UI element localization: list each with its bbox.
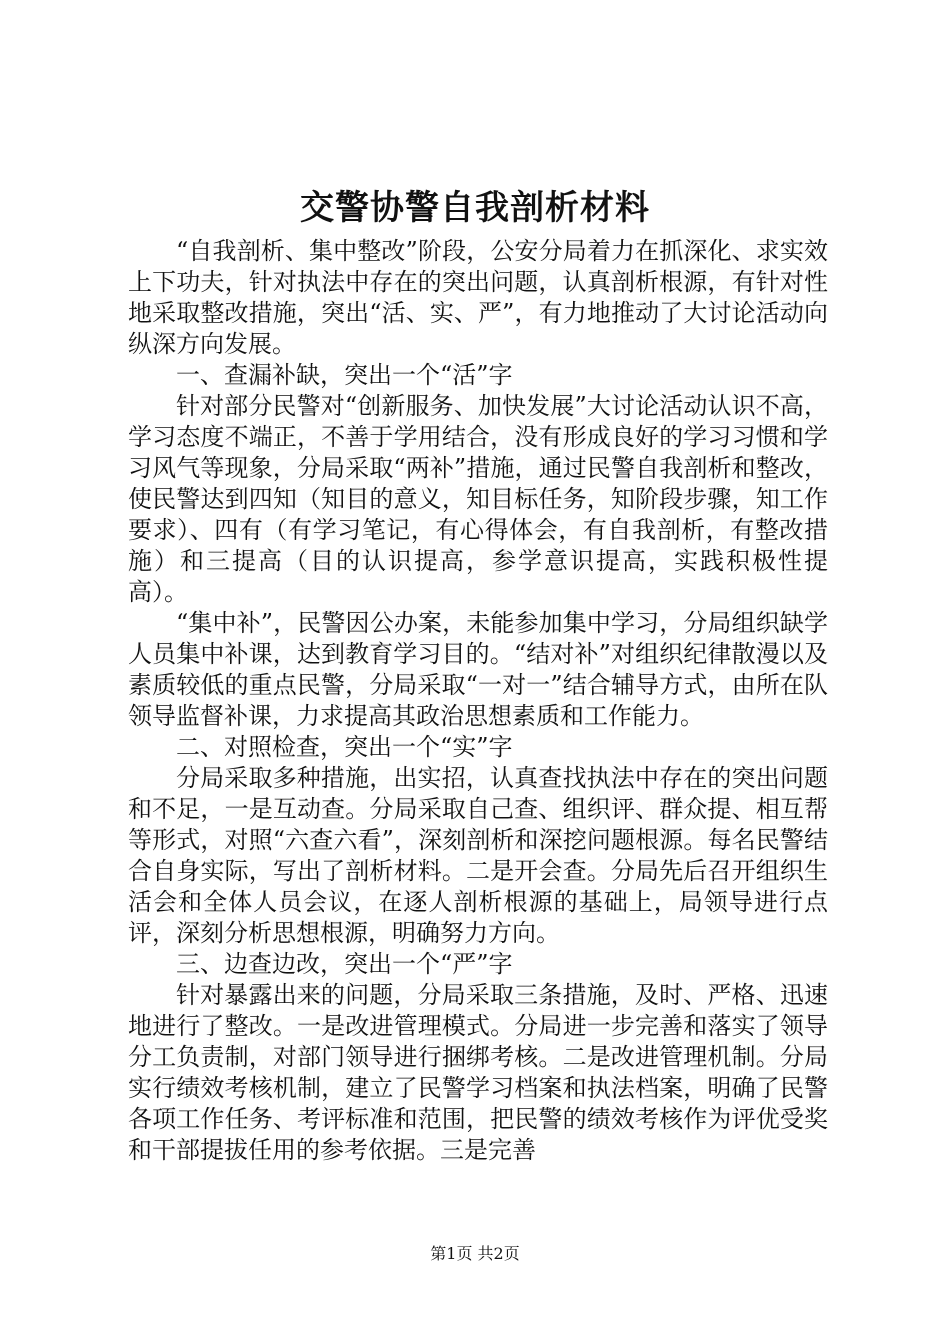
paragraph-section-2: 分局采取多种措施，出实招，认真查找执法中存在的突出问题和不足，一是互动查。分局采取自己查、组织评、群众提、相互帮等形式，对照“六查六看”，深刻剖析和深挖问题根源。每名民警结合自身实际，写出了剖析材料。二是开会查。分局先后召开组织生活会和全体人员会议，在逐人剖析根源的基础上，局领导进行点评，深刻分析思想根源，明确努力方向。 [128,764,828,947]
section-heading-3: 三、边查边改，突出一个“严”字 [176,950,513,978]
document-body [128,236,828,1166]
section-heading-1: 一、查漏补缺，突出一个“活”字 [176,361,513,389]
section-heading-2: 二、对照检查，突出一个“实”字 [176,733,513,761]
page-number-footer: 第1页 共2页 [430,1244,520,1263]
paragraph-section-3: 针对暴露出来的问题，分局采取三条措施，及时、严格、迅速地进行了整改。一是改进管理模式。分局进一步完善和落实了领导分工负责制，对部门领导进行捆绑考核。二是改进管理机制。分局实行绩效考核机制，建立了民警学习档案和执法档案，明确了民警各项工作任务、考评标准和范围，把民警的绩效考核作为评优受奖和干部提拔任用的参考依据。三是完善 [128,981,828,1164]
paragraph-section-1a: 针对部分民警对“创新服务、加快发展”大讨论活动认识不高，学习态度不端正，不善于学用结合，没有形成良好的学习习惯和学习风气等现象，分局采取“两补”措施，通过民警自我剖析和整改，使民警达到四知（知目的意义，知目标任务，知阶段步骤，知工作要求）、四有（有学习笔记，有心得体会，有自我剖析，有整改措施）和三提高（目的认识提高，参学意识提高，实践积极性提高）。 [128,392,828,606]
document-title: 交警协警自我剖析材料 [300,188,650,228]
paragraph-section-1b: “集中补”，民警因公办案，未能参加集中学习，分局组织缺学人员集中补课，达到教育学习目的。“结对补”对组织纪律散漫以及素质较低的重点民警，分局采取“一对一”结合辅导方式，由所在队领导监督补课，力求提高其政治思想素质和工作能力。 [128,609,828,730]
paragraph-intro: “自我剖析、集中整改”阶段，公安分局着力在抓深化、求实效上下功夫，针对执法中存在的突出问题，认真剖析根源，有针对性地采取整改措施，突出“活、实、严”，有力地推动了大讨论活动向纵深方向发展。 [128,237,828,358]
